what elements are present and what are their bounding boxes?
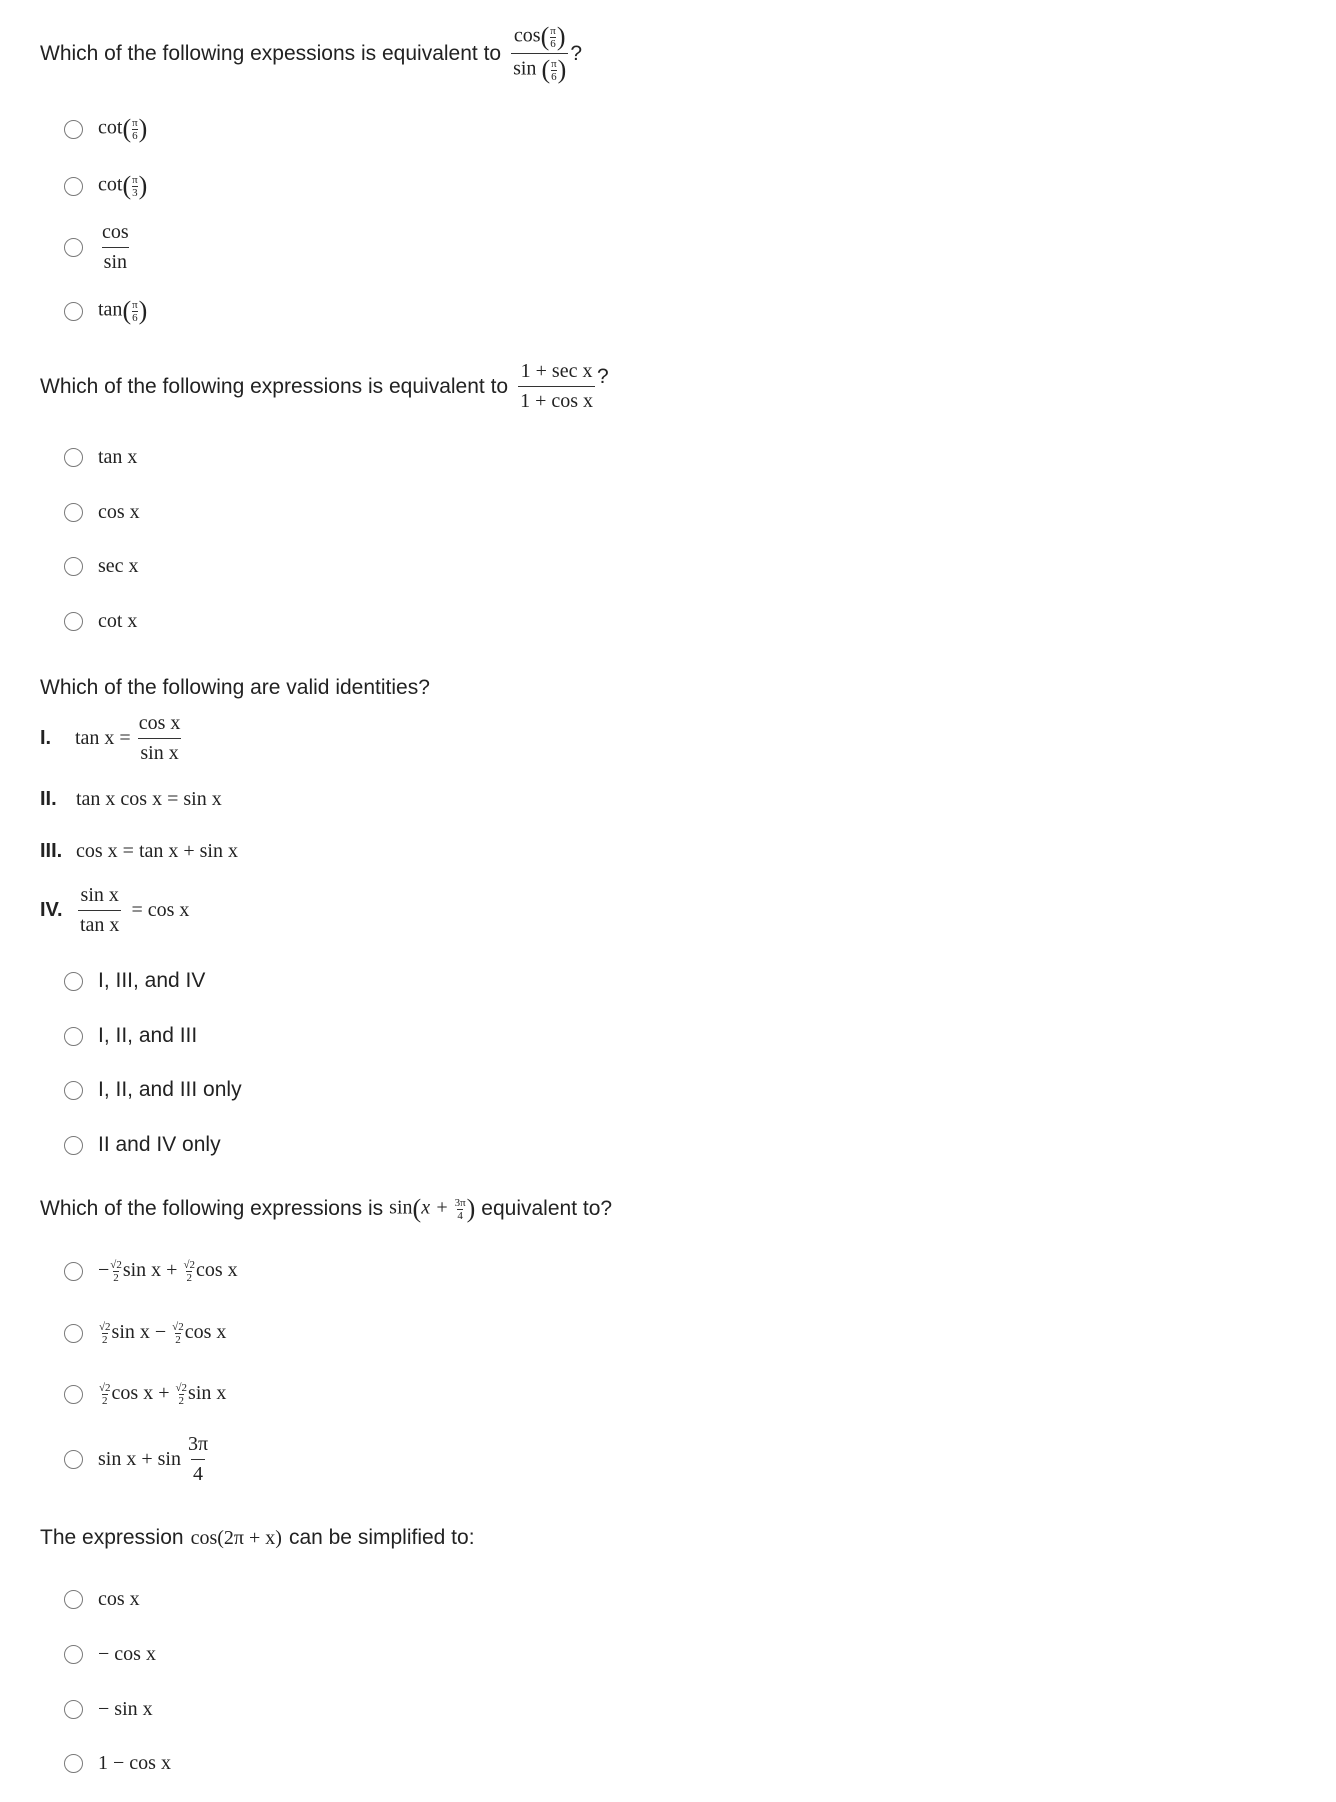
question-3-option-3[interactable]: [64, 1075, 242, 1105]
radio-button[interactable]: [64, 1027, 83, 1046]
question-4-option-3[interactable]: [64, 1379, 226, 1409]
radio-button[interactable]: [64, 1754, 83, 1773]
question-3-prompt: Which of the following are valid identities?: [40, 676, 430, 699]
question-2-expression: $\frac{\text{1 + sec x}}{\text{1 + cos x}}$: [520, 360, 594, 412]
option-label: sin x + sin $\frac{3\pi}{4}$: [98, 1432, 209, 1485]
option-label: I, II, and III only: [98, 1078, 242, 1101]
option-label: tan( $\frac{\pi}{6}$ ): [98, 296, 148, 325]
radio-button[interactable]: [64, 1081, 83, 1100]
radio-button[interactable]: [64, 177, 83, 196]
question-2-option-3[interactable]: [64, 551, 139, 581]
option-label: tan x: [98, 445, 138, 468]
radio-button[interactable]: [64, 612, 83, 631]
option-label: $\frac{\cos}{\sin}$: [102, 220, 129, 273]
radio-button[interactable]: [64, 1645, 83, 1664]
question-1-option-1[interactable]: [64, 114, 147, 144]
option-label: I, II, and III: [98, 1024, 198, 1047]
radio-button[interactable]: [64, 503, 83, 522]
radio-button[interactable]: [64, 1590, 83, 1609]
question-1-option-3[interactable]: [64, 220, 133, 273]
question-2-option-4[interactable]: [64, 606, 137, 636]
question-5-prompt: The expression cos(2π + x) can be simplified to:: [40, 1526, 475, 1549]
question-2-option-1[interactable]: [64, 442, 137, 472]
radio-button[interactable]: [64, 238, 83, 257]
question-2-text: Which of the following expressions is equivalent to: [40, 374, 509, 398]
radio-button[interactable]: [64, 557, 83, 576]
identity-3: III. cos x = tan x + sin x: [40, 840, 238, 862]
option-label: $\frac{√2}{2}$ sin x − $\frac{√2}{2}$ cos x: [99, 1320, 227, 1346]
question-5-option-4[interactable]: [64, 1748, 171, 1778]
radio-button[interactable]: [64, 1385, 83, 1404]
question-5-option-1[interactable]: [64, 1584, 140, 1614]
question-4-option-2[interactable]: [64, 1318, 226, 1348]
identity-4: IV. $\frac{\text{sin x}}{\text{tan x}}$ = cos x: [40, 884, 190, 936]
radio-button[interactable]: [64, 972, 83, 991]
radio-button[interactable]: [64, 448, 83, 467]
radio-button[interactable]: [64, 1324, 83, 1343]
radio-button[interactable]: [64, 120, 83, 139]
radio-button[interactable]: [64, 1262, 83, 1281]
identity-1: I. tan x = $\frac{\text{cos x}}{\text{sin x}}$: [40, 712, 181, 764]
question-1-expression: cos( $\frac{\pi}{6}$ ) sin ( $\frac{\pi}{6}$ ): [513, 22, 567, 84]
question-4-option-4[interactable]: [64, 1432, 212, 1485]
option-label: 1 − cos x: [98, 1751, 171, 1774]
question-4-option-1[interactable]: [64, 1256, 238, 1286]
question-1-option-2[interactable]: [64, 171, 147, 201]
radio-button[interactable]: [64, 1450, 83, 1469]
question-4-prompt: Which of the following expressions is sin(x + $\frac{3\pi}{4}$ ) equivalent to?: [40, 1194, 613, 1223]
question-2-option-2[interactable]: [64, 497, 140, 527]
question-5-option-2[interactable]: [64, 1639, 156, 1669]
option-label: cos x: [98, 1587, 140, 1610]
question-2-prompt: Which of the following expressions is equivalent to $\frac{\text{1 + sec x}}{\text{1 + cos x}}$ ?: [40, 360, 609, 412]
option-label: cot( $\frac{\pi}{6}$ ): [98, 114, 148, 143]
option-label: I, III, and IV: [98, 969, 206, 992]
option-label: cot x: [98, 609, 138, 632]
question-1-text: Which of the following expessions is equivalent to: [40, 41, 502, 65]
question-5-option-3[interactable]: [64, 1694, 153, 1724]
option-label: cot( $\frac{\pi}{3}$ ): [98, 171, 148, 200]
question-3-option-4[interactable]: [64, 1130, 221, 1160]
radio-button[interactable]: [64, 1136, 83, 1155]
radio-button[interactable]: [64, 302, 83, 321]
option-label: cos x: [98, 500, 140, 523]
question-5-expression: cos(2π + x): [190, 1526, 282, 1549]
radio-button[interactable]: [64, 1700, 83, 1719]
option-label: II and IV only: [98, 1133, 221, 1156]
question-1-prompt: Which of the following expessions is equivalent to cos( $\frac{\pi}{6}$ ) sin ( $\frac{\pi}{6}$ ) ?: [40, 22, 583, 84]
option-label: $\frac{√2}{2}$ cos x + $\frac{√2}{2}$ sin x: [99, 1381, 227, 1407]
option-label: − cos x: [98, 1642, 156, 1665]
option-label: − sin x: [98, 1697, 153, 1720]
identity-2: II. tan x cos x = sin x: [40, 788, 222, 810]
question-3-option-2[interactable]: [64, 1021, 197, 1051]
question-4-expression: sin(x + $\frac{3\pi}{4}$ ): [389, 1194, 476, 1223]
question-3-option-1[interactable]: [64, 966, 205, 996]
option-label: − $\frac{√2}{2}$ sin x + $\frac{√2}{2}$ cos x: [98, 1258, 238, 1284]
question-1-option-4[interactable]: [64, 296, 147, 326]
option-label: sec x: [98, 554, 139, 577]
